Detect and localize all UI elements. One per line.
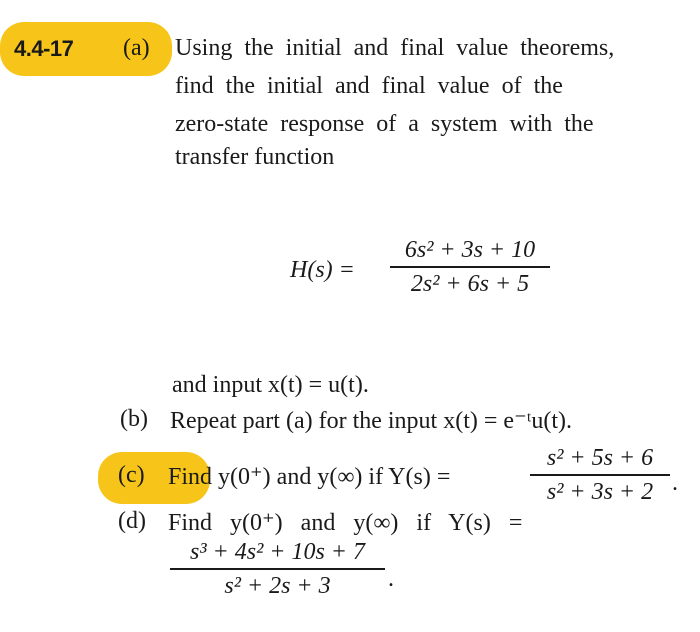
transfer-function-lhs: H(s) = — [290, 257, 355, 283]
part-c-period: . — [672, 470, 678, 496]
part-a-input-line: and input x(t) = u(t). — [172, 372, 369, 398]
part-c-fraction — [530, 444, 670, 506]
transfer-function-fraction — [390, 236, 550, 298]
part-d-numerator: s³ + 4s² + 10s + 7 — [190, 539, 365, 565]
transfer-function-denominator: 2s² + 6s + 5 — [410, 270, 530, 297]
problem-number: 4.4-17 — [14, 36, 74, 61]
part-b-label: (b) — [120, 406, 148, 432]
part-d-text: Find y(0⁺) and y(∞) if Y(s) = — [168, 510, 523, 536]
part-d-denominator: s² + 2s + 3 — [224, 572, 331, 599]
part-d-label: (d) — [118, 508, 146, 534]
part-a-line2: find the initial and final value of the — [175, 73, 563, 99]
part-a-line4: transfer function — [175, 144, 335, 170]
part-c-text: Find y(0⁺) and y(∞) if Y(s) = — [168, 464, 451, 490]
part-a-line1: Using the initial and final value theorems, — [175, 35, 615, 61]
fraction-bar — [390, 266, 550, 268]
part-a-line3: zero-state response of a system with the — [175, 111, 594, 137]
fraction-bar — [530, 474, 670, 476]
part-d-fraction — [170, 538, 385, 600]
part-c-numerator: s² + 5s + 6 — [546, 445, 654, 471]
part-c-denominator: s² + 3s + 2 — [546, 478, 654, 505]
part-d-period: . — [388, 566, 394, 592]
fraction-bar — [170, 568, 385, 570]
part-a-label: (a) — [123, 35, 150, 61]
part-b-text: Repeat part (a) for the input x(t) = e⁻ᵗu(t). — [170, 408, 572, 434]
transfer-function-numerator: 6s² + 3s + 10 — [404, 237, 536, 263]
part-c-label: (c) — [118, 462, 145, 488]
